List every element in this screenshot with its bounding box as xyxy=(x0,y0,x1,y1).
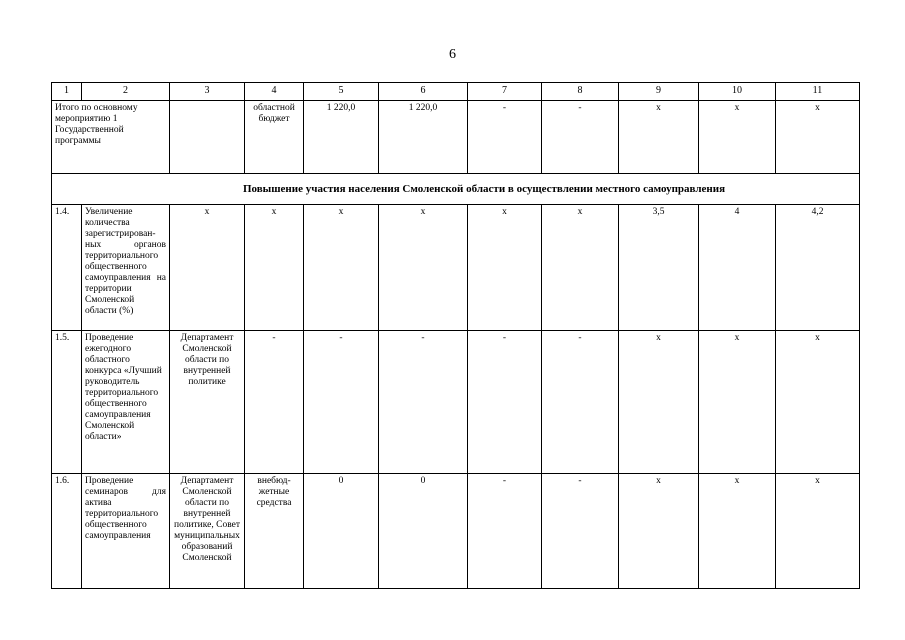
row-value: x xyxy=(542,205,619,331)
row-number: 1.4. xyxy=(52,205,82,331)
itogo-year-value: - xyxy=(468,101,542,174)
row-name: Проведение семинаров для актива территориального общественного самоуправления xyxy=(82,474,170,589)
row-value: - xyxy=(468,474,542,589)
header-cell: 11 xyxy=(776,83,860,101)
row-number: 1.5. xyxy=(52,331,82,474)
itogo-executor xyxy=(170,101,245,174)
header-cell: 1 xyxy=(52,83,82,101)
itogo-year-value: 1 220,0 xyxy=(379,101,468,174)
row-value: - xyxy=(542,331,619,474)
header-cell: 10 xyxy=(699,83,776,101)
table-row xyxy=(52,205,860,331)
row-name: Увеличение количества зарегистрирован-ных органов территориального общественного самоуправления на территории Смоленской области (%) xyxy=(82,205,170,331)
page-number: 6 xyxy=(449,47,456,62)
row-executor: x xyxy=(170,205,245,331)
row-funding-source: - xyxy=(245,331,304,474)
header-cell: 2 xyxy=(82,83,170,101)
row-value: - xyxy=(468,331,542,474)
row-indicator: 3,5 xyxy=(619,205,699,331)
header-cell: 5 xyxy=(304,83,379,101)
row-value: - xyxy=(379,331,468,474)
row-value: 0 xyxy=(379,474,468,589)
row-executor: Департамент Смоленской области по внутренней политике xyxy=(170,331,245,474)
row-name: Проведение ежегодного областного конкурса «Лучший руководитель территориального общественного самоуправления Смоленской области» xyxy=(82,331,170,474)
itogo-year-value: - xyxy=(542,101,619,174)
row-indicator: x xyxy=(619,331,699,474)
row-number: 1.6. xyxy=(52,474,82,589)
row-value: x xyxy=(468,205,542,331)
row-indicator: x xyxy=(699,474,776,589)
itogo-row xyxy=(52,101,860,174)
itogo-total: 1 220,0 xyxy=(304,101,379,174)
row-indicator: x xyxy=(776,331,860,474)
header-cell: 4 xyxy=(245,83,304,101)
itogo-indicator: x xyxy=(619,101,699,174)
table-row xyxy=(52,474,860,589)
program-table xyxy=(51,82,860,589)
itogo-label: Итого по основному мероприятию 1 Государственной программы xyxy=(52,101,170,174)
itogo-funding-source: областной бюджет xyxy=(245,101,304,174)
row-indicator: 4 xyxy=(699,205,776,331)
row-executor: Департамент Смоленской области по внутренней политике, Совет муниципальных образований Смоленской xyxy=(170,474,245,589)
header-cell: 9 xyxy=(619,83,699,101)
row-value: - xyxy=(304,331,379,474)
row-value: - xyxy=(542,474,619,589)
row-value: 0 xyxy=(304,474,379,589)
row-indicator: x xyxy=(619,474,699,589)
row-value: x xyxy=(304,205,379,331)
row-funding-source: x xyxy=(245,205,304,331)
section-title: Повышение участия населения Смоленской области в осуществлении местного самоуправления xyxy=(52,174,860,205)
header-cell: 6 xyxy=(379,83,468,101)
itogo-indicator: x xyxy=(776,101,860,174)
column-number-row xyxy=(52,83,860,101)
header-cell: 8 xyxy=(542,83,619,101)
row-indicator: 4,2 xyxy=(776,205,860,331)
row-funding-source: внебюд-жетные средства xyxy=(245,474,304,589)
header-cell: 7 xyxy=(468,83,542,101)
itogo-indicator: x xyxy=(699,101,776,174)
row-indicator: x xyxy=(776,474,860,589)
section-row xyxy=(52,174,860,205)
header-cell: 3 xyxy=(170,83,245,101)
row-value: x xyxy=(379,205,468,331)
table-row xyxy=(52,331,860,474)
row-indicator: x xyxy=(699,331,776,474)
